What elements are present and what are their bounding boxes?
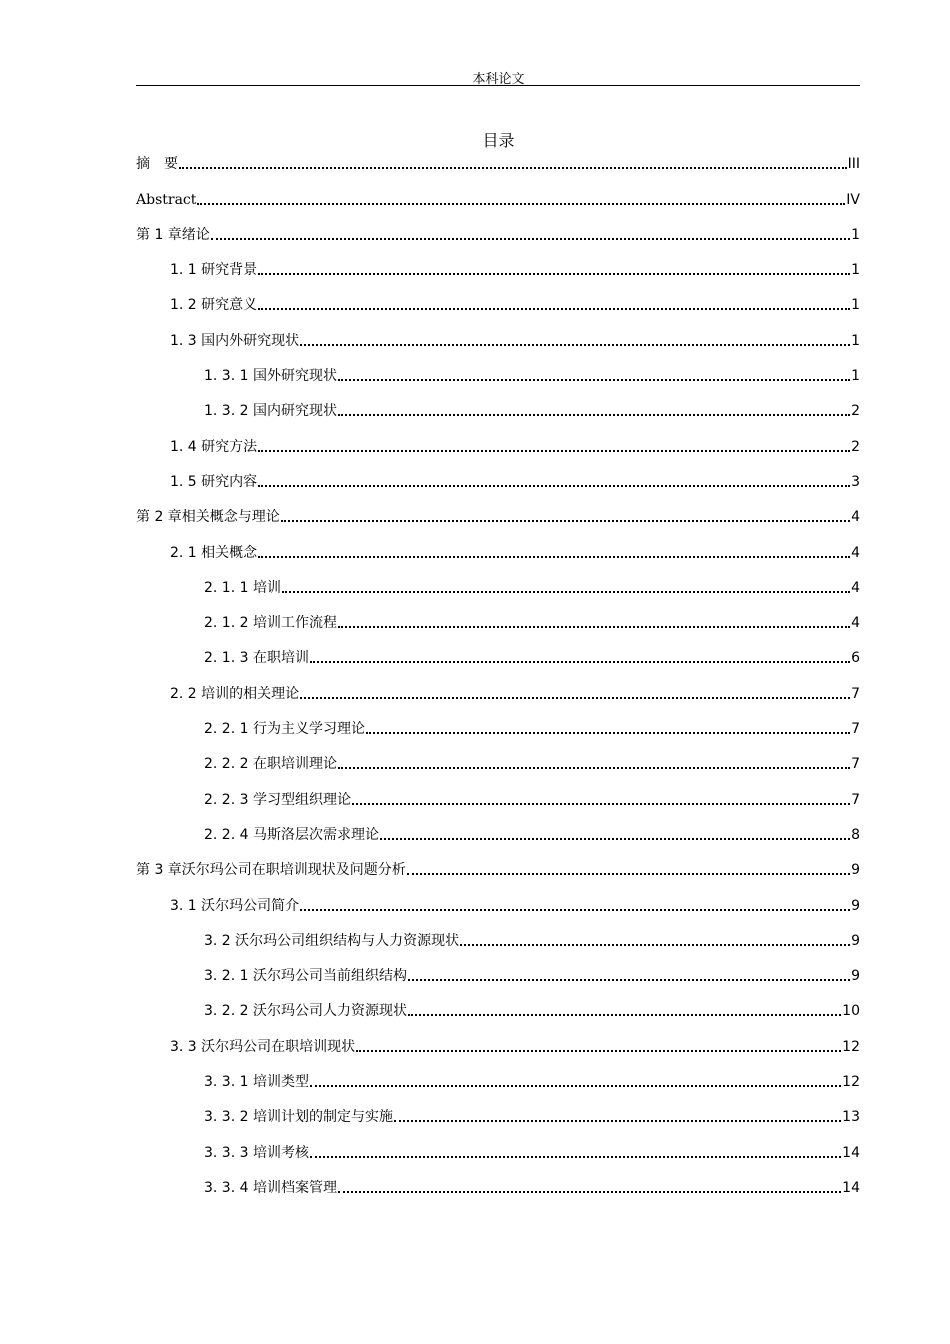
toc-entry[interactable]	[136, 745, 860, 780]
toc-dot-leader	[281, 520, 850, 522]
toc-entry-page-number: 12	[842, 1038, 860, 1055]
toc-entry-page-number: 7	[851, 685, 860, 702]
toc-entry-page-number: 13	[842, 1109, 860, 1126]
toc-entry-page-number: IV	[846, 191, 860, 208]
toc-dot-leader	[258, 485, 850, 487]
toc-entry[interactable]	[136, 533, 860, 568]
toc-entry-page-number: 10	[842, 1003, 860, 1020]
toc-entry-label: 3. 3. 1 培训类型	[204, 1074, 309, 1091]
toc-entry-label: 第 2 章相关概念与理论	[136, 509, 280, 526]
toc-entry-page-number: 4	[851, 579, 860, 596]
toc-entry[interactable]	[136, 463, 860, 498]
toc-dot-leader	[197, 203, 845, 205]
toc-entry-page-number: 9	[851, 932, 860, 949]
toc-entry-page-number: 9	[851, 897, 860, 914]
toc-entry-page-number: 7	[851, 721, 860, 738]
toc-entry-page-number: 8	[851, 826, 860, 843]
toc-entry-page-number: 4	[851, 615, 860, 632]
toc-dot-leader	[352, 803, 850, 805]
toc-entry[interactable]	[136, 321, 860, 356]
toc-entry-label: 2. 1. 3 在职培训	[204, 650, 309, 667]
toc-entry-label: 1. 4 研究方法	[170, 438, 258, 455]
toc-entry-page-number: 9	[851, 968, 860, 985]
toc-dot-leader	[338, 379, 850, 381]
toc-entry-page-number: 7	[851, 791, 860, 808]
toc-entry[interactable]	[136, 957, 860, 992]
toc-dot-leader	[282, 591, 850, 593]
toc-entry[interactable]	[136, 1063, 860, 1098]
toc-dot-leader	[258, 273, 850, 275]
toc-entry[interactable]	[136, 816, 860, 851]
toc-entry[interactable]	[136, 1027, 860, 1062]
toc-entry-label: 2. 2. 4 马斯洛层次需求理论	[204, 826, 379, 843]
toc-entry-label: 2. 2. 3 学习型组织理论	[204, 791, 351, 808]
toc-entry[interactable]	[136, 922, 860, 957]
toc-entry-page-number: 3	[851, 473, 860, 490]
toc-dot-leader	[366, 732, 850, 734]
toc-entry-label: 1. 1 研究背景	[170, 262, 258, 279]
toc-entry[interactable]	[136, 639, 860, 674]
toc-entry[interactable]	[136, 886, 860, 921]
toc-entry-label: 3. 3. 4 培训档案管理	[204, 1179, 337, 1196]
toc-dot-leader	[310, 661, 850, 663]
toc-entry[interactable]	[136, 216, 860, 251]
toc-dot-leader	[338, 1191, 841, 1193]
toc-entry-page-number: 6	[851, 650, 860, 667]
toc-title: 目录	[482, 131, 515, 150]
toc-dot-leader	[211, 238, 850, 240]
toc-dot-leader	[258, 308, 850, 310]
header-divider	[136, 85, 860, 86]
toc-entry-label: 1. 3. 2 国内研究现状	[204, 403, 337, 420]
toc-entry-label: Abstract	[136, 191, 197, 208]
toc-entry-page-number: 14	[842, 1144, 860, 1161]
table-of-contents	[136, 145, 860, 1204]
toc-entry-label: 1. 3. 1 国外研究现状	[204, 368, 337, 385]
toc-entry-page-number: 2	[851, 403, 860, 420]
toc-entry[interactable]	[136, 145, 860, 180]
toc-dot-leader	[408, 979, 850, 981]
toc-entry-page-number: 1	[851, 332, 860, 349]
toc-entry-page-number: 2	[851, 438, 860, 455]
toc-entry[interactable]	[136, 569, 860, 604]
toc-entry[interactable]	[136, 992, 860, 1027]
toc-dot-leader	[310, 1156, 841, 1158]
toc-entry-label: 3. 2. 1 沃尔玛公司当前组织结构	[204, 968, 407, 985]
toc-dot-leader	[300, 909, 850, 911]
toc-entry[interactable]	[136, 392, 860, 427]
toc-entry-page-number: 14	[842, 1179, 860, 1196]
toc-dot-leader	[338, 414, 850, 416]
toc-entry-page-number: 1	[851, 297, 860, 314]
toc-entry-page-number: 1	[851, 368, 860, 385]
toc-entry[interactable]	[136, 251, 860, 286]
toc-entry[interactable]	[136, 710, 860, 745]
toc-entry-label: 2. 1. 1 培训	[204, 579, 281, 596]
toc-dot-leader	[356, 1050, 841, 1052]
toc-entry-label: 第 3 章沃尔玛公司在职培训现状及问题分析	[136, 862, 406, 879]
toc-dot-leader	[460, 944, 850, 946]
toc-entry[interactable]	[136, 427, 860, 462]
toc-dot-leader	[258, 556, 850, 558]
toc-entry-label: 第 1 章绪论	[136, 226, 210, 243]
toc-entry-label: 1. 5 研究内容	[170, 473, 258, 490]
toc-dot-leader	[300, 344, 850, 346]
toc-entry-label: 2. 1. 2 培训工作流程	[204, 615, 337, 632]
page-header-title: 本科论文	[472, 72, 525, 87]
toc-entry-label: 2. 2 培训的相关理论	[170, 685, 300, 702]
toc-entry[interactable]	[136, 180, 860, 215]
toc-entry-page-number: 7	[851, 756, 860, 773]
toc-dot-leader	[338, 626, 850, 628]
toc-entry-label: 摘 要	[136, 156, 178, 173]
toc-entry-label: 2. 2. 2 在职培训理论	[204, 756, 337, 773]
toc-entry-label: 3. 3. 3 培训考核	[204, 1144, 309, 1161]
toc-dot-leader	[408, 1014, 841, 1016]
toc-entry[interactable]	[136, 851, 860, 886]
toc-entry[interactable]	[136, 780, 860, 815]
toc-entry-label: 3. 3. 2 培训计划的制定与实施	[204, 1109, 393, 1126]
toc-entry[interactable]	[136, 1169, 860, 1204]
toc-dot-leader	[380, 838, 850, 840]
toc-entry[interactable]	[136, 498, 860, 533]
toc-entry[interactable]	[136, 1098, 860, 1133]
toc-entry-page-number: 4	[851, 544, 860, 561]
toc-entry[interactable]	[136, 286, 860, 321]
toc-entry-page-number: 1	[851, 262, 860, 279]
toc-entry[interactable]	[136, 357, 860, 392]
toc-entry-page-number: 4	[851, 509, 860, 526]
toc-entry-page-number: 12	[842, 1074, 860, 1091]
toc-entry-label: 2. 1 相关概念	[170, 544, 258, 561]
toc-entry-label: 1. 2 研究意义	[170, 297, 258, 314]
toc-entry-page-number: 1	[851, 226, 860, 243]
toc-dot-leader	[338, 767, 850, 769]
toc-dot-leader	[310, 1085, 841, 1087]
toc-entry[interactable]	[136, 1133, 860, 1168]
toc-dot-leader	[258, 450, 850, 452]
toc-dot-leader	[179, 167, 847, 169]
toc-entry[interactable]	[136, 604, 860, 639]
toc-entry-label: 2. 2. 1 行为主义学习理论	[204, 721, 365, 738]
toc-entry-label: 3. 2 沃尔玛公司组织结构与人力资源现状	[204, 932, 460, 949]
toc-entry[interactable]	[136, 674, 860, 709]
toc-entry-page-number: III	[847, 156, 860, 173]
toc-entry-label: 3. 1 沃尔玛公司简介	[170, 897, 300, 914]
toc-entry-label: 3. 2. 2 沃尔玛公司人力资源现状	[204, 1003, 407, 1020]
toc-dot-leader	[394, 1120, 841, 1122]
toc-dot-leader	[407, 873, 850, 875]
toc-dot-leader	[300, 697, 850, 699]
toc-entry-page-number: 9	[851, 862, 860, 879]
toc-entry-label: 3. 3 沃尔玛公司在职培训现状	[170, 1038, 356, 1055]
toc-entry-label: 1. 3 国内外研究现状	[170, 332, 300, 349]
